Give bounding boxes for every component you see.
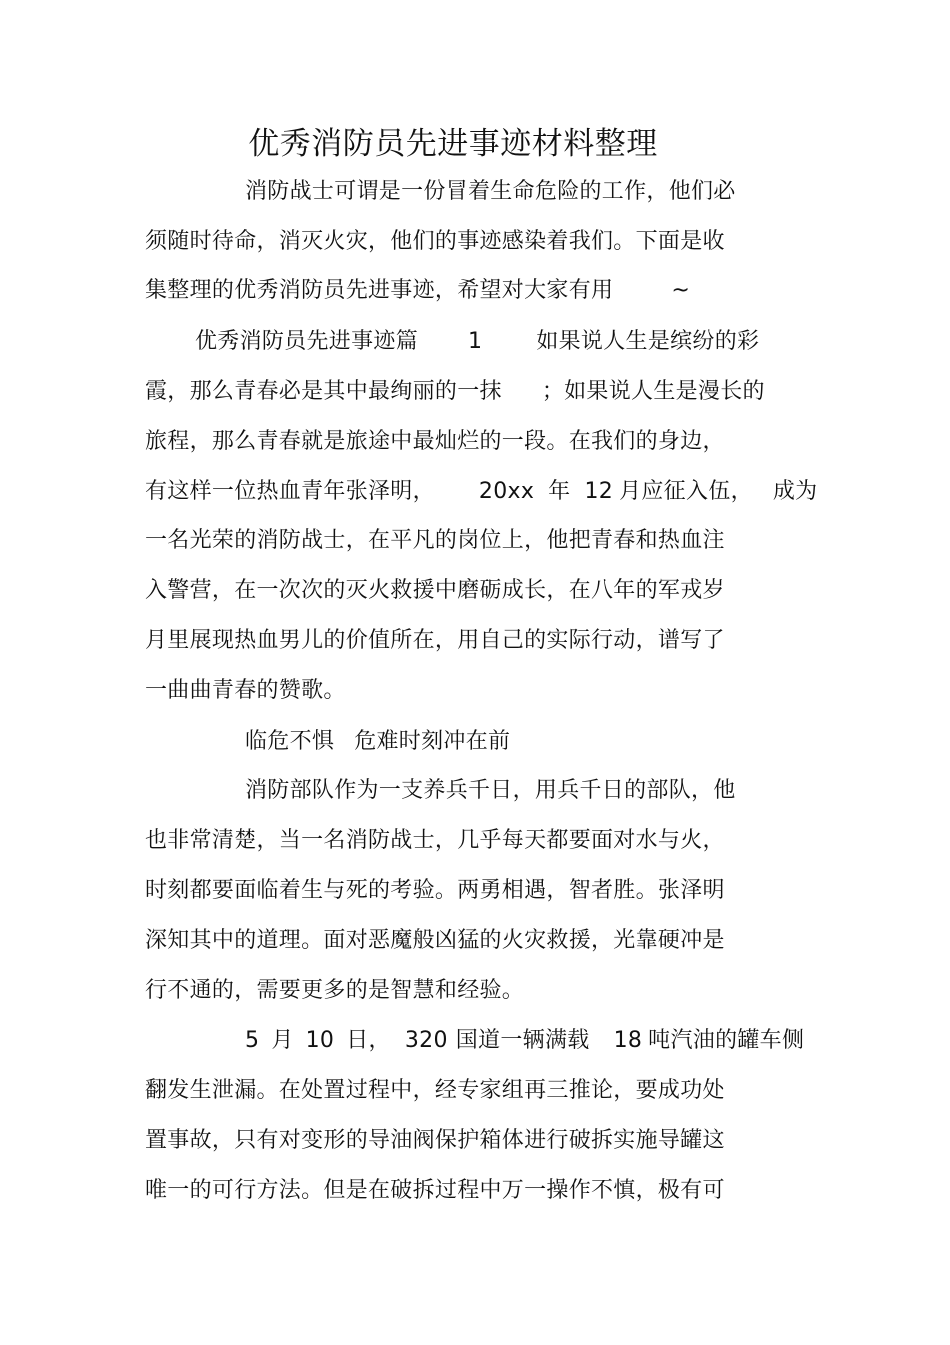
intro-line-2: 须随时待命，消灭火灾，他们的事迹感染着我们。下面是收 [145, 229, 725, 254]
p3-ton-text: 吨汽油的罐车侧 [648, 1028, 805, 1053]
subheading-part1: 临危不惧 [245, 729, 335, 754]
section1-line-4: 旅程，那么青春就是旅途中最灿烂的一段。在我们的身边， [145, 429, 725, 454]
p3-road-num: 320 [404, 1028, 448, 1053]
intro-line-3-text: 集整理的优秀消防员先进事迹，希望对大家有用 [145, 278, 614, 303]
section1-line-5: 有这样一位热血青年张泽明， [145, 479, 435, 504]
section1-line-2: 霞，那么青春必是其中最绚丽的一抹 [145, 379, 502, 404]
section1-line-8: 月里展现热血男儿的价值所在，用自己的实际行动，谱写了 [145, 628, 725, 653]
paragraph2-line-1: 消防部队作为一支养兵千日，用兵千日的部队，他 [245, 778, 736, 803]
section1-enlist: 月应征入伍， [619, 479, 753, 504]
section1-line-2-row [145, 377, 765, 407]
paragraph3-line-3: 置事故，只有对变形的导油阀保护箱体进行破拆实施导罐这 [145, 1128, 725, 1153]
section1-become: 成为 [772, 479, 818, 504]
intro-line-3 [145, 276, 690, 306]
section1-heading-number: 1 [468, 329, 483, 354]
section1-year-unit: 年 [548, 479, 571, 504]
paragraph3-line-2: 翻发生泄漏。在处置过程中，经专家组再三推论，要成功处 [145, 1078, 725, 1103]
subheading-part2: 危难时刻冲在前 [354, 729, 511, 754]
section1-line-3: ；如果说人生是漫长的 [541, 379, 765, 404]
paragraph2-line-5: 行不通的，需要更多的是智慧和经验。 [145, 978, 525, 1003]
intro-line-1: 消防战士可谓是一份冒着生命危险的工作，他们必 [245, 179, 736, 204]
subheading [245, 727, 510, 757]
section1-month: 12 [584, 479, 614, 504]
paragraph2-line-4: 深知其中的道理。面对恶魔般凶猛的火灾救援，光靠硬冲是 [145, 928, 725, 953]
paragraph3-line-4: 唯一的可行方法。但是在破拆过程中万一操作不慎，极有可 [145, 1178, 725, 1203]
paragraph2-line-3: 时刻都要面临着生与死的考验。两勇相遇，智者胜。张泽明 [145, 878, 725, 903]
section1-line-1: 如果说人生是缤纷的彩 [536, 329, 760, 354]
section1-line-9: 一曲曲青春的赞歌。 [145, 678, 346, 703]
section1-line-5-row [145, 477, 817, 507]
p3-date-num: 10 [305, 1028, 335, 1053]
p3-month-char: 月 [271, 1028, 294, 1053]
p3-day-char: 日， [346, 1028, 391, 1053]
paragraph2-line-2: 也非常清楚，当一名消防战士，几乎每天都要面对水与火， [145, 828, 725, 853]
p3-day-num: 5 [245, 1028, 260, 1053]
section1-line-7: 入警营，在一次次的灭火救援中磨砺成长，在八年的军戎岁 [145, 578, 725, 603]
intro-tilde: ~ [671, 278, 691, 303]
section1-first-line [195, 327, 759, 357]
section1-heading-label: 优秀消防员先进事迹篇 [195, 329, 419, 354]
paragraph3-line-1 [245, 1026, 804, 1056]
p3-ton-num: 18 [613, 1028, 643, 1053]
section1-line-6: 一名光荣的消防战士，在平凡的岗位上，他把青春和热血注 [145, 528, 725, 553]
document-title: 优秀消防员先进事迹材料整理 [248, 126, 658, 162]
section1-year: 20xx [478, 479, 535, 504]
p3-road-text: 国道一辆满载 [455, 1028, 590, 1053]
